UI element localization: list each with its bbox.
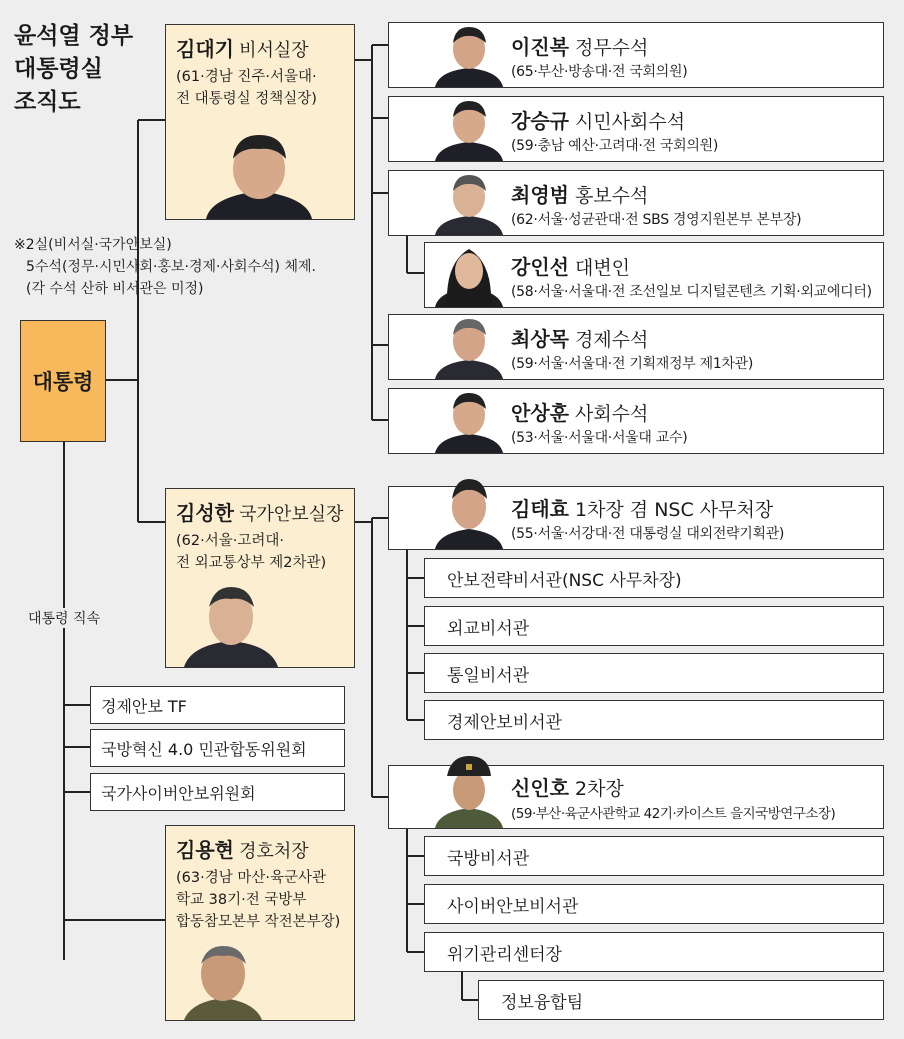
portrait-photo xyxy=(429,243,509,307)
secretary-title: 사회수석 xyxy=(574,403,649,425)
chief-of-staff-desc: (61·경남 진주·서울대· xyxy=(176,69,317,85)
direct-label: 대통령 직속 xyxy=(28,608,100,628)
security-chief-desc: 전 외교통상부 제2차관) xyxy=(176,555,327,571)
secretary-title: 시민사회수석 xyxy=(574,111,686,133)
deputy2-box xyxy=(388,765,884,829)
portrait-photo xyxy=(429,315,509,379)
security-service-desc: (63·경남 마산·육군사관 xyxy=(176,870,326,886)
secretary-title: 정무수석 xyxy=(574,37,649,59)
secretary-title: 경제수석 xyxy=(574,329,649,351)
portrait-photo xyxy=(429,752,509,828)
chart-title xyxy=(14,20,133,119)
direct-unit: 국가사이버안보위원회 xyxy=(90,773,345,811)
deputy1-unit: 안보전략비서관(NSC 사무차장) xyxy=(424,558,884,598)
direct-unit: 국방혁신 4.0 민관합동위원회 xyxy=(90,729,345,767)
security-chief-box xyxy=(165,488,355,668)
deputy1-desc: (55·서울·서강대·전 대통령실 대외전략기획관) xyxy=(511,526,785,542)
secretary-box-political xyxy=(388,22,884,88)
note-line: (각 수석 산하 비서관은 미정) xyxy=(26,281,204,297)
security-chief-desc: (62·서울·고려대· xyxy=(176,533,284,549)
security-chief-name: 김성한 xyxy=(176,501,234,525)
secretary-name: 최영범 홍보수석 xyxy=(511,183,649,207)
direct-unit: 경제안보 TF xyxy=(90,686,345,724)
security-service-desc: 학교 38기·전 국방부 xyxy=(176,892,307,908)
secretary-desc: (53·서울·서울대·서울대 교수) xyxy=(511,430,688,446)
portrait-photo xyxy=(429,471,509,549)
deputy2-desc: (59·부산·육군사관학교 42기·카이스트 을지국방연구소장) xyxy=(511,806,836,822)
secretary-desc: (59·충남 예산·고려대·전 국회의원) xyxy=(511,138,718,154)
deputy1-title: 1차장 겸 NSC 사무처장 xyxy=(574,499,774,521)
title-line: 대통령실 xyxy=(14,56,103,82)
deputy2-title: 2차장 xyxy=(574,778,624,800)
security-service-title: 경호처장 xyxy=(239,841,309,862)
deputy2-unit: 위기관리센터장 xyxy=(424,932,884,972)
deputy1-name: 김태효 1차장 겸 NSC 사무처장 xyxy=(511,497,774,521)
deputy1-unit: 외교비서관 xyxy=(424,606,884,646)
security-chief-title: 국가안보실장 xyxy=(239,504,344,525)
chief-of-staff-name: 김대기 xyxy=(176,37,234,61)
secretary-title: 홍보수석 xyxy=(574,185,649,207)
spokesperson-name: 강인선 대변인 xyxy=(511,255,631,279)
secretary-desc: (62·서울·성균관대·전 SBS 경영지원본부 본부장) xyxy=(511,212,802,228)
deputy1-unit: 통일비서관 xyxy=(424,653,884,693)
security-service-box xyxy=(165,825,355,1021)
secretary-name: 최상목 경제수석 xyxy=(511,327,649,351)
spokesperson-box xyxy=(424,242,884,308)
chief-of-staff-desc: 전 대통령실 정책실장) xyxy=(176,91,317,107)
portrait-photo xyxy=(429,389,509,453)
deputy2-unit: 국방비서관 xyxy=(424,836,884,876)
title-line: 조직도 xyxy=(14,89,81,115)
portrait-photo xyxy=(166,127,353,219)
portrait-photo xyxy=(166,583,353,667)
president-label: 대통령 xyxy=(32,370,94,394)
portrait-photo xyxy=(429,97,509,161)
secretary-desc: (59·서울·서울대·전 기획재정부 제1차관) xyxy=(511,356,754,372)
deputy2-unit: 사이버안보비서관 xyxy=(424,884,884,924)
portrait-photo xyxy=(429,23,509,87)
secretary-desc: (65·부산·방송대·전 국회의원) xyxy=(511,64,688,80)
portrait-photo xyxy=(166,942,353,1020)
chief-of-staff-title: 비서실장 xyxy=(239,40,309,61)
secretary-box-economic xyxy=(388,314,884,380)
secretary-box-pr xyxy=(388,170,884,236)
note-line: 5수석(정무·시민사회·홍보·경제·사회수석) 체제. xyxy=(26,259,316,275)
spokesperson-desc: (58·서울·서울대·전 조선일보 디지털콘텐츠 기획·외교에디터) xyxy=(511,284,872,300)
note-line: ※2실(비서실·국가안보실) xyxy=(14,237,172,253)
secretary-box-civil xyxy=(388,96,884,162)
portrait-photo xyxy=(429,171,509,235)
structure-note xyxy=(14,234,316,300)
secretary-box-social xyxy=(388,388,884,454)
chief-of-staff-box xyxy=(165,24,355,220)
security-service-name: 김용현 xyxy=(176,838,234,862)
secretary-name: 안상훈 사회수석 xyxy=(511,401,649,425)
deputy1-unit: 경제안보비서관 xyxy=(424,700,884,740)
deputy1-box xyxy=(388,486,884,550)
title-line: 윤석열 정부 xyxy=(14,23,134,49)
secretary-name: 강승규 시민사회수석 xyxy=(511,109,686,133)
secretary-name: 이진복 정무수석 xyxy=(511,35,649,59)
deputy2-name: 신인호 2차장 xyxy=(511,776,624,800)
president-box xyxy=(20,320,106,442)
deputy2-subunit: 정보융합팀 xyxy=(478,980,884,1020)
spokesperson-title: 대변인 xyxy=(574,257,631,279)
security-service-desc: 합동참모본부 작전본부장) xyxy=(176,914,341,930)
